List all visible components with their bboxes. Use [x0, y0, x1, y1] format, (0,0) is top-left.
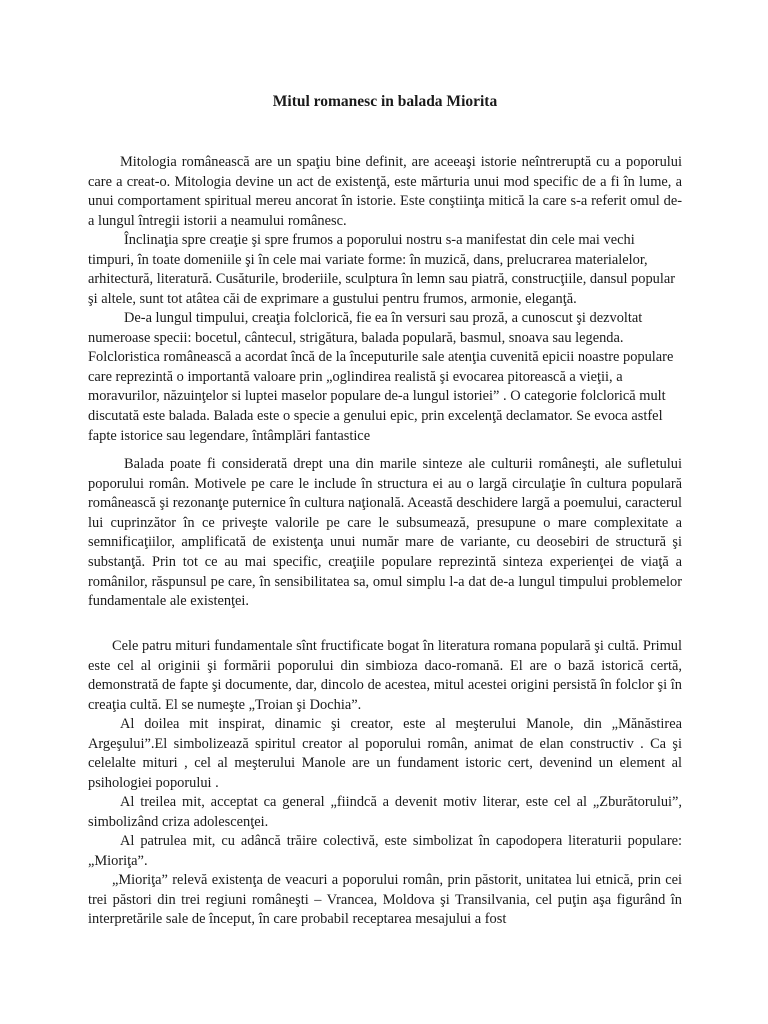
paragraph-ballad: Balada poate fi considerată drept una din marile sinteze ale culturii româneşti, ale sufletului poporului român. Motivele pe care le include în structura ei au o largă circulaţie în cultura populară românească şi rezonanţe puternice în cultura naţională. Această deschidere largă a poemului, caracterul lui cuprinzător în ce priveşte valorile pe care le subsumează, presupune o mare complexitate a semnificaţiilor, amplificată de existenţa unui număr mare de variante, cu deosebiri de structură şi substanţă. Prin tot ce au mai specific, creaţiile populare reprezintă sinteza experienţei de viaţă a românilor, răspunsul pe care, în sensibilitatea sa, omul simplu l-a dat de-a lungul timpului problemelor fundamentale ale existenţei. — [88, 456, 682, 610]
paragraph-third-myth: Al treilea mit, acceptat ca general „fiindcă a devenit motiv literar, este cel al „Zburătorului”, simbolizând criza adolescenţei. — [88, 794, 682, 830]
paragraph-four-myths: Cele patru mituri fundamentale sînt fructificate bogat în literatura romana populară şi cultă. Primul este cel al originii şi formării poporului din simbioza daco-romană. El are o bază istorică certă, demonstrată de fapte şi documente, dar, dincolo de acestea, mitul acestei origini persistă în folclor şi în creaţia cultă. El se numeşte „Troian şi Dochia”. — [88, 638, 682, 713]
paragraph-folklore: De-a lungul timpului, creaţia folclorică, fie ea în versuri sau proză, a cunoscut şi dezvoltat numeroase specii: bocetul, cântecul, strigătura, balada populară, basmul, snoava sau legenda. Folcloristica românească a acordat încă de la începuturile sale atenţia cuvenită epicii noastre populare care reprezintă o importantă valoare prin „oglindirea realistă şi evocarea pitorească a vieţii, a moravurilor, năzuinţelor si luptei maselor populare de-a lungul istoriei” . O categorie folclorică mult discutată este balada. Balada este o specie a genului epic, prin excelenţă declamator. Se evoca astfel fapte istorice sau legendare, întâmplări fantastice — [88, 310, 674, 444]
document-title: Mitul romanesc in balada Miorita — [272, 93, 498, 110]
paragraph-creativity: Înclinaţia spre creaţie şi spre frumos a poporului nostru s-a manifestat din cele mai vechi timpuri, în toate domeniile şi în cele mai variate forme: în muzică, dans, prelucrarea materialelor, arhitectură, literatură. Cusăturile, broderiile, sculptura în lemn sau piatră, construcţiile, dansul popular şi altele, sunt tot atâtea căi de exprimare a gustului pentru frumos, armonie, eleganţă. — [88, 232, 676, 307]
paragraph-fourth-myth: Al patrulea mit, cu adâncă trăire colectivă, este simbolizat în capodopera literaturii populare: „Mioriţa”. — [88, 833, 682, 869]
paragraph-mythology: Mitologia românească are un spaţiu bine definit, are aceeaşi istorie neîntreruptă cu a poporului care a creat-o. Mitologia devine un act de existenţă, este mărturia unui mod specific de a fi în lume, a unui comportament spiritual mereu ancorat în istorie. Este conştiinţa mitică la care s-a referit omul de-a lungul întregii istorii a neamului românesc. — [88, 154, 682, 229]
paragraph-second-myth: Al doilea mit inspirat, dinamic şi creator, este al meşterului Manole, din „Mănăstirea Argeşului”.El simbolizează spiritul creator al poporului român, animat de elan constructiv . Ca şi celelalte mituri , cel al meşterului Manole are un fundament istoric cert, devenind un element al psihologiei poporului . — [88, 716, 682, 791]
paragraph-miorita: „Mioriţa” relevă existenţa de veacuri a poporului român, prin păstorit, unitatea lui etnică, prin cei trei păstori din trei regiuni româneşti – Vrancea, Moldova şi Transilvania, cel puţin aşa figurând în interpretările sale de început, în care probabil receptarea mesajului a fost — [88, 872, 682, 928]
